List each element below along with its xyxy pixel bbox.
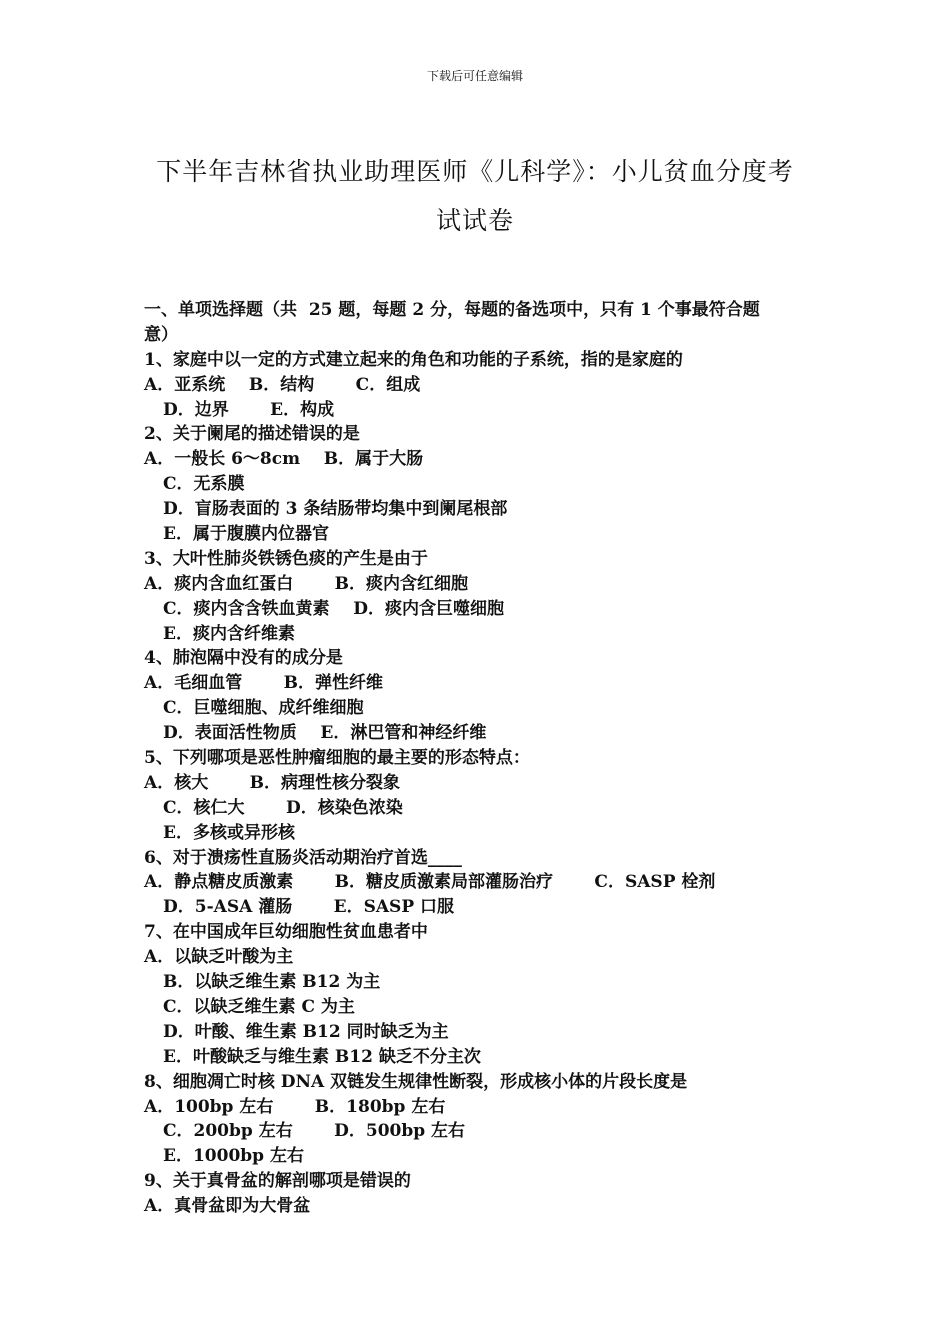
answer-options: C．以缺乏维生素 C 为主: [163, 996, 355, 1017]
document-title-line-2: 试试卷: [435, 206, 514, 235]
answer-options: C．200bp 左右 D．500bp 左右: [163, 1121, 466, 1142]
question-list: [144, 298, 824, 1219]
answer-options: D．5-ASA 灌肠 E．SASP 口服: [163, 897, 455, 918]
answer-options: D．边界 E．构成: [163, 399, 335, 420]
question-stem: 7、在中国成年巨幼细胞性贫血患者中: [144, 922, 428, 943]
answer-options: A．一般长 6～8cm B．属于大肠: [144, 449, 424, 470]
section-heading-line-1: 一、单项选择题（共 25 题，每题 2 分，每题的备选项中，只有 1 个事最符合题: [144, 300, 760, 320]
header-note: 下载后可任意编辑: [426, 69, 523, 83]
answer-options: A．静点糖皮质激素 B．糖皮质激素局部灌肠治疗 C．SASP 栓剂: [144, 872, 716, 893]
answer-options: D．叶酸、维生素 B12 同时缺乏为主: [163, 1021, 449, 1042]
section-heading-line-2: 意）: [144, 324, 178, 345]
answer-options: C．痰内含含铁血黄素 D．痰内含巨噬细胞: [163, 598, 504, 619]
question-stem: 4、肺泡隔中没有的成分是: [144, 648, 343, 669]
answer-options: A．真骨盆即为大骨盆: [144, 1196, 311, 1217]
question-stem: 5、下列哪项是恶性肿瘤细胞的最主要的形态特点：: [144, 748, 530, 769]
answer-options: A．亚系统 B．结构 C．组成: [144, 374, 421, 395]
questions-body: [144, 348, 824, 1219]
answer-options: A．痰内含血红蛋白 B．痰内含红细胞: [144, 573, 468, 594]
answer-options: C．无系膜: [163, 474, 245, 495]
question-stem: 9、关于真骨盆的解剖哪项是错误的: [144, 1171, 411, 1192]
answer-options: E．叶酸缺乏与维生素 B12 缺乏不分主次: [163, 1046, 481, 1067]
answer-options: A．以缺乏叶酸为主: [144, 947, 294, 968]
question-stem: 2、关于阑尾的描述错误的是: [144, 424, 360, 445]
question-stem: 1、家庭中以一定的方式建立起来的角色和功能的子系统，指的是家庭的: [144, 349, 683, 370]
answer-options: D．表面活性物质 E．淋巴管和神经纤维: [163, 723, 487, 744]
document-title-line-1: 下半年吉林省执业助理医师《儿科学》：小儿贫血分度考: [156, 157, 794, 186]
answer-options: A．毛细血管 B．弹性纤维: [144, 673, 383, 694]
answer-options: B．以缺乏维生素 B12 为主: [163, 972, 381, 993]
answer-options: E．属于腹膜内位器官: [163, 524, 329, 545]
answer-options: E．多核或异形核: [163, 822, 295, 843]
answer-options: D．盲肠表面的 3 条结肠带均集中到阑尾根部: [163, 499, 508, 520]
question-stem: 6、对于溃疡性直肠炎活动期治疗首选____: [144, 847, 462, 868]
answer-options: C．巨噬细胞、成纤维细胞: [163, 698, 364, 719]
question-stem: 8、细胞凋亡时核 DNA 双链发生规律性断裂，形成核小体的片段长度是: [144, 1071, 688, 1092]
answer-options: A．核大 B．病理性核分裂象: [144, 772, 400, 793]
question-stem: 3、大叶性肺炎铁锈色痰的产生是由于: [144, 548, 428, 569]
answer-options: C．核仁大 D．核染色浓染: [163, 797, 403, 818]
answer-options: A．100bp 左右 B．180bp 左右: [144, 1096, 446, 1117]
answer-options: E．1000bp 左右: [163, 1146, 304, 1167]
answer-options: E．痰内含纤维素: [163, 623, 295, 644]
